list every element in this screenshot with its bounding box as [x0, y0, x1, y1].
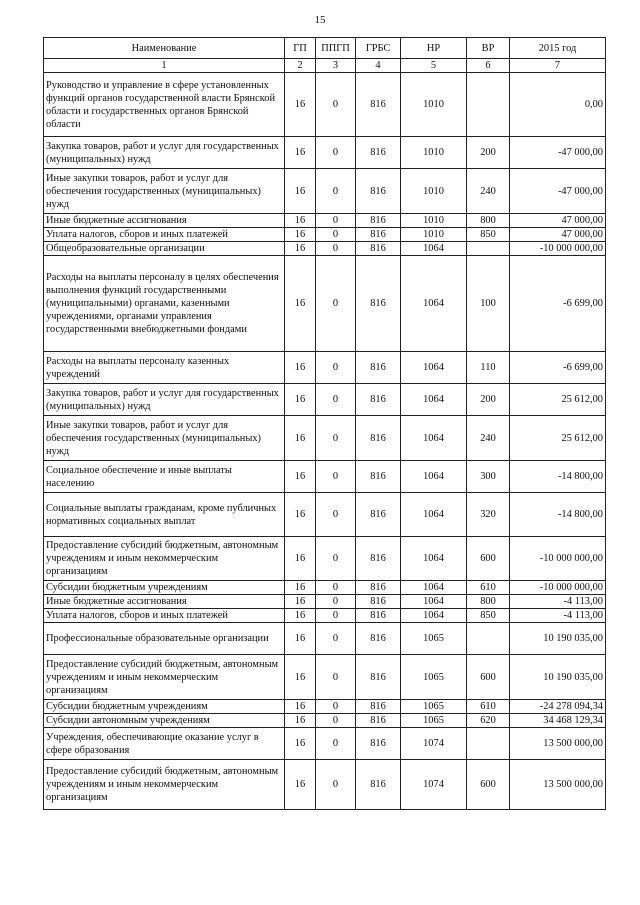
row-nr: 1065: [401, 655, 467, 700]
table-body: [44, 73, 606, 810]
row-grbs: 816: [356, 228, 401, 242]
header-grbs: ГРБС: [356, 38, 401, 59]
table-row: [44, 760, 606, 810]
table-row: [44, 493, 606, 537]
row-gp: 16: [285, 609, 316, 623]
row-ppgp: 0: [316, 655, 356, 700]
row-amount: -10 000 000,00: [510, 581, 606, 595]
row-vr: 200: [467, 137, 510, 169]
row-gp: 16: [285, 700, 316, 714]
row-amount: 25 612,00: [510, 384, 606, 416]
row-vr: 610: [467, 700, 510, 714]
row-name: Учреждения, обеспечивающие оказание услуг в сфере образования: [44, 728, 285, 760]
row-amount: -47 000,00: [510, 169, 606, 214]
table-row: [44, 595, 606, 609]
row-name: Субсидии автономным учреждениям: [44, 714, 285, 728]
row-gp: 16: [285, 352, 316, 384]
row-gp: 16: [285, 581, 316, 595]
row-name: Иные закупки товаров, работ и услуг для обеспечения государственных (муниципальных) нужд: [44, 169, 285, 214]
row-gp: 16: [285, 461, 316, 493]
table-row: [44, 256, 606, 352]
header-gp: ГП: [285, 38, 316, 59]
column-index: 7: [510, 59, 606, 73]
table-row: [44, 384, 606, 416]
row-ppgp: 0: [316, 228, 356, 242]
budget-table: [43, 37, 606, 810]
row-amount: -47 000,00: [510, 137, 606, 169]
table-row: [44, 623, 606, 655]
row-ppgp: 0: [316, 169, 356, 214]
row-nr: 1064: [401, 242, 467, 256]
row-name: Профессиональные образовательные организации: [44, 623, 285, 655]
row-gp: 16: [285, 595, 316, 609]
row-grbs: 816: [356, 493, 401, 537]
row-nr: 1010: [401, 169, 467, 214]
row-amount: -10 000 000,00: [510, 242, 606, 256]
row-nr: 1010: [401, 137, 467, 169]
row-name: Закупка товаров, работ и услуг для государственных (муниципальных) нужд: [44, 384, 285, 416]
row-grbs: 816: [356, 728, 401, 760]
header-name: Наименование: [44, 38, 285, 59]
row-vr: 300: [467, 461, 510, 493]
row-nr: 1064: [401, 384, 467, 416]
table-row: [44, 228, 606, 242]
row-vr: 850: [467, 609, 510, 623]
column-index: 1: [44, 59, 285, 73]
row-name: Расходы на выплаты персоналу в целях обеспечения выполнения функций государственными (муниципальными) органами, казенными учреждениями, органами управления государственными внебюджетными фондами: [44, 256, 285, 352]
row-grbs: 816: [356, 214, 401, 228]
row-nr: 1065: [401, 623, 467, 655]
row-nr: 1074: [401, 728, 467, 760]
row-ppgp: 0: [316, 242, 356, 256]
column-index-row: [44, 59, 606, 73]
row-nr: 1064: [401, 537, 467, 581]
row-name: Руководство и управление в сфере установленных функций органов государственной власти Брянской области и государственных органов Брянской области: [44, 73, 285, 137]
header-ppgp: ППГП: [316, 38, 356, 59]
row-grbs: 816: [356, 73, 401, 137]
row-ppgp: 0: [316, 714, 356, 728]
row-amount: 13 500 000,00: [510, 760, 606, 810]
table-row: [44, 700, 606, 714]
row-ppgp: 0: [316, 214, 356, 228]
row-ppgp: 0: [316, 728, 356, 760]
row-amount: -10 000 000,00: [510, 537, 606, 581]
row-vr: 110: [467, 352, 510, 384]
row-vr: 620: [467, 714, 510, 728]
row-grbs: 816: [356, 137, 401, 169]
page-number: 15: [314, 14, 326, 26]
row-name: Предоставление субсидий бюджетным, автономным учреждениям и иным некоммерческим организациям: [44, 760, 285, 810]
row-ppgp: 0: [316, 384, 356, 416]
table-row: [44, 655, 606, 700]
row-ppgp: 0: [316, 581, 356, 595]
table-row: [44, 728, 606, 760]
row-amount: 0,00: [510, 73, 606, 137]
table-row: [44, 714, 606, 728]
row-amount: 47 000,00: [510, 214, 606, 228]
header-nr: НР: [401, 38, 467, 59]
row-vr: [467, 73, 510, 137]
row-vr: 240: [467, 169, 510, 214]
row-name: Общеобразовательные организации: [44, 242, 285, 256]
row-ppgp: 0: [316, 416, 356, 461]
table-row: [44, 73, 606, 137]
table-row: [44, 609, 606, 623]
row-nr: 1010: [401, 214, 467, 228]
row-name: Уплата налогов, сборов и иных платежей: [44, 228, 285, 242]
row-vr: 600: [467, 760, 510, 810]
row-grbs: 816: [356, 623, 401, 655]
row-vr: 100: [467, 256, 510, 352]
row-gp: 16: [285, 655, 316, 700]
row-gp: 16: [285, 537, 316, 581]
row-vr: 320: [467, 493, 510, 537]
row-ppgp: 0: [316, 461, 356, 493]
row-amount: 13 500 000,00: [510, 728, 606, 760]
row-gp: 16: [285, 73, 316, 137]
row-ppgp: 0: [316, 256, 356, 352]
header-vr: ВР: [467, 38, 510, 59]
row-gp: 16: [285, 760, 316, 810]
row-ppgp: 0: [316, 137, 356, 169]
row-name: Предоставление субсидий бюджетным, автономным учреждениям и иным некоммерческим организациям: [44, 537, 285, 581]
row-name: Социальное обеспечение и иные выплаты населению: [44, 461, 285, 493]
row-ppgp: 0: [316, 609, 356, 623]
row-grbs: 816: [356, 461, 401, 493]
row-ppgp: 0: [316, 493, 356, 537]
row-amount: -14 800,00: [510, 461, 606, 493]
column-index: 2: [285, 59, 316, 73]
row-grbs: 816: [356, 416, 401, 461]
row-name: Закупка товаров, работ и услуг для государственных (муниципальных) нужд: [44, 137, 285, 169]
row-vr: 240: [467, 416, 510, 461]
row-amount: -4 113,00: [510, 609, 606, 623]
row-gp: 16: [285, 728, 316, 760]
header-row: [44, 38, 606, 59]
row-gp: 16: [285, 137, 316, 169]
row-nr: 1010: [401, 73, 467, 137]
row-gp: 16: [285, 384, 316, 416]
row-name: Иные закупки товаров, работ и услуг для обеспечения государственных (муниципальных) нужд: [44, 416, 285, 461]
row-nr: 1064: [401, 581, 467, 595]
row-vr: 800: [467, 214, 510, 228]
row-grbs: 816: [356, 352, 401, 384]
table-row: [44, 352, 606, 384]
row-nr: 1064: [401, 595, 467, 609]
row-amount: 10 190 035,00: [510, 623, 606, 655]
row-gp: 16: [285, 214, 316, 228]
row-nr: 1065: [401, 700, 467, 714]
row-grbs: 816: [356, 384, 401, 416]
row-grbs: 816: [356, 595, 401, 609]
row-amount: 34 468 129,34: [510, 714, 606, 728]
row-vr: [467, 242, 510, 256]
row-grbs: 816: [356, 242, 401, 256]
row-gp: 16: [285, 228, 316, 242]
row-vr: 850: [467, 228, 510, 242]
row-ppgp: 0: [316, 595, 356, 609]
row-nr: 1074: [401, 760, 467, 810]
column-index: 5: [401, 59, 467, 73]
row-gp: 16: [285, 242, 316, 256]
row-grbs: 816: [356, 760, 401, 810]
row-nr: 1064: [401, 493, 467, 537]
row-amount: -6 699,00: [510, 256, 606, 352]
row-nr: 1064: [401, 256, 467, 352]
row-gp: 16: [285, 493, 316, 537]
row-vr: 600: [467, 655, 510, 700]
row-name: Уплата налогов, сборов и иных платежей: [44, 609, 285, 623]
row-grbs: 816: [356, 700, 401, 714]
row-vr: 610: [467, 581, 510, 595]
row-vr: [467, 623, 510, 655]
row-name: Субсидии бюджетным учреждениям: [44, 700, 285, 714]
row-grbs: 816: [356, 655, 401, 700]
table-row: [44, 416, 606, 461]
row-vr: 600: [467, 537, 510, 581]
table-row: [44, 169, 606, 214]
row-gp: 16: [285, 416, 316, 461]
row-vr: [467, 728, 510, 760]
row-ppgp: 0: [316, 73, 356, 137]
row-amount: -6 699,00: [510, 352, 606, 384]
row-grbs: 816: [356, 609, 401, 623]
row-name: Предоставление субсидий бюджетным, автономным учреждениям и иным некоммерческим организациям: [44, 655, 285, 700]
row-gp: 16: [285, 623, 316, 655]
column-index: 4: [356, 59, 401, 73]
table-row: [44, 242, 606, 256]
row-name: Иные бюджетные ассигнования: [44, 595, 285, 609]
row-grbs: 816: [356, 256, 401, 352]
row-nr: 1064: [401, 461, 467, 493]
row-name: Социальные выплаты гражданам, кроме публичных нормативных социальных выплат: [44, 493, 285, 537]
row-gp: 16: [285, 714, 316, 728]
row-amount: 25 612,00: [510, 416, 606, 461]
row-name: Иные бюджетные ассигнования: [44, 214, 285, 228]
row-ppgp: 0: [316, 537, 356, 581]
row-gp: 16: [285, 169, 316, 214]
row-amount: -14 800,00: [510, 493, 606, 537]
table-row: [44, 537, 606, 581]
table-row: [44, 137, 606, 169]
row-name: Субсидии бюджетным учреждениям: [44, 581, 285, 595]
table-row: [44, 581, 606, 595]
table-row: [44, 461, 606, 493]
row-amount: -24 278 094,34: [510, 700, 606, 714]
row-amount: 47 000,00: [510, 228, 606, 242]
row-grbs: 816: [356, 537, 401, 581]
header-year: 2015 год: [510, 38, 606, 59]
row-nr: 1064: [401, 609, 467, 623]
row-name: Расходы на выплаты персоналу казенных учреждений: [44, 352, 285, 384]
row-nr: 1064: [401, 416, 467, 461]
row-ppgp: 0: [316, 700, 356, 714]
row-grbs: 816: [356, 581, 401, 595]
column-index: 6: [467, 59, 510, 73]
column-index: 3: [316, 59, 356, 73]
row-nr: 1065: [401, 714, 467, 728]
row-nr: 1010: [401, 228, 467, 242]
row-nr: 1064: [401, 352, 467, 384]
row-amount: -4 113,00: [510, 595, 606, 609]
table-row: [44, 214, 606, 228]
row-vr: 800: [467, 595, 510, 609]
row-amount: 10 190 035,00: [510, 655, 606, 700]
row-ppgp: 0: [316, 623, 356, 655]
row-gp: 16: [285, 256, 316, 352]
row-ppgp: 0: [316, 760, 356, 810]
row-grbs: 816: [356, 714, 401, 728]
row-vr: 200: [467, 384, 510, 416]
row-grbs: 816: [356, 169, 401, 214]
row-ppgp: 0: [316, 352, 356, 384]
